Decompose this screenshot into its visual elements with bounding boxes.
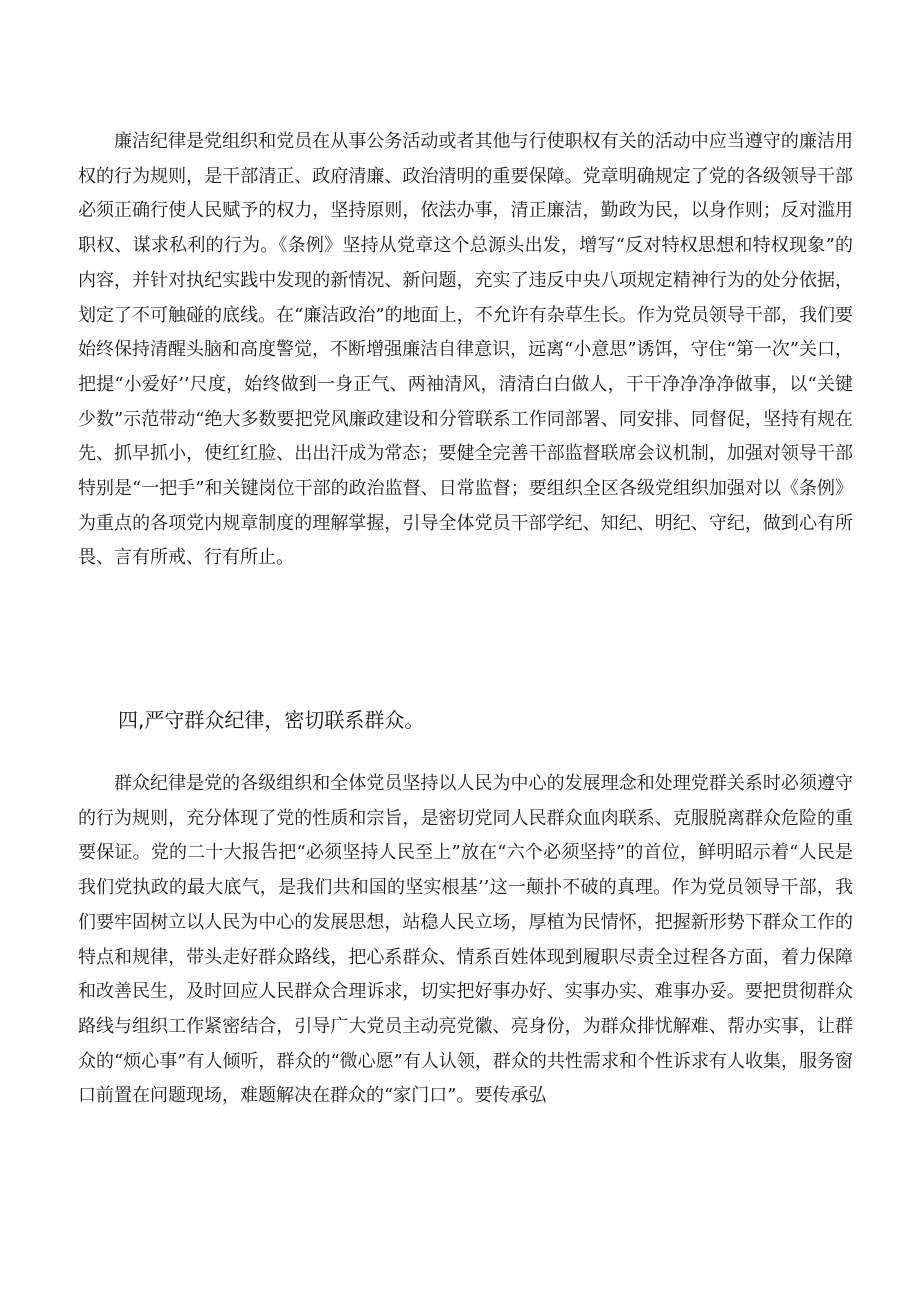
paragraph-mass-discipline: 群众纪律是党的各级组织和全体党员坚持以人民为中心的发展理念和处理党群关系时必须遵守的行为规则，充分体现了党的性质和宗旨，是密切党同人民群众血肉联系、克服脱离群众危险的重要保证。党的二十大报告把“必须坚持人民至上”放在“六个必须坚持”的首位，鲜明昭示着“人民是我们党执政的最大底气，是我们共和国的坚实根基’’这一颠扑不破的真理。作为党员领导干部，我们要牢固树立以人民为中心的发展思想，站稳人民立场，厚植为民情怀，把握新形势下群众工作的特点和规律，带头走好群众路线，把心系群众、情系百姓体现到履职尽责全过程各方面，着力保障和改善民生，及时回应人民群众合理诉求，切实把好事办好、实事办实、难事办妥。要把贯彻群众路线与组织工作紧密结合，引导广大党员主动亮党徽、亮身份，为群众排忧解难、帮办实事，让群众的“烦心事”有人倾听，群众的“微心愿”有人认领，群众的共性需求和个性诉求有人收集，服务窗口前置在问题现场，难题解决在群众的“家门口”。要传承弘: [78, 773, 853, 1107]
section-heading-4: 四,严守群众纪律，密切联系群众。: [118, 708, 425, 732]
paragraph-integrity-discipline: 廉洁纪律是党组织和党员在从事公务活动或者其他与行使职权有关的活动中应当遵守的廉洁用权的行为规则，是干部清正、政府清廉、政治清明的重要保障。党章明确规定了党的各级领导干部必须正确行使人民赋予的权力，坚持原则，依法办事，清正廉洁，勤政为民，以身作则；反对滥用职权、谋求私利的行为。《条例》坚持从党章这个总源头出发，增写“反对特权思想和特权现象”的内容，并针对执纪实践中发现的新情况、新问题，充实了违反中央八项规定精神行为的处分依据，划定了不可触碰的底线。在“廉洁政治”的地面上，不允许有杂草生长。作为党员领导干部，我们要始终保持清醒头脑和高度警觉，不断增强廉洁自律意识，远离“小意思”诱饵，守住“第一次”关口，把提“小爱好’’尺度，始终做到一身正气、两袖清风，清清白白做人，干干净净净净做事，以“关键少数”示范带动“绝大多数要把党风廉政建设和分管联系工作同部署、同安排、同督促，坚持有规在先、抓早抓小，使红红脸、出出汗成为常态；要健全完善干部监督联席会议机制，加强对领导干部特别是“一把手”和关键岗位干部的政治监督、日常监督；要组织全区各级党组织加强对以《条例》为重点的各项党内规章制度的理解掌握，引导全体党员干部学纪、知纪、明纪、守纪，做到心有所畏、言有所戒、行有所止。: [78, 131, 853, 569]
